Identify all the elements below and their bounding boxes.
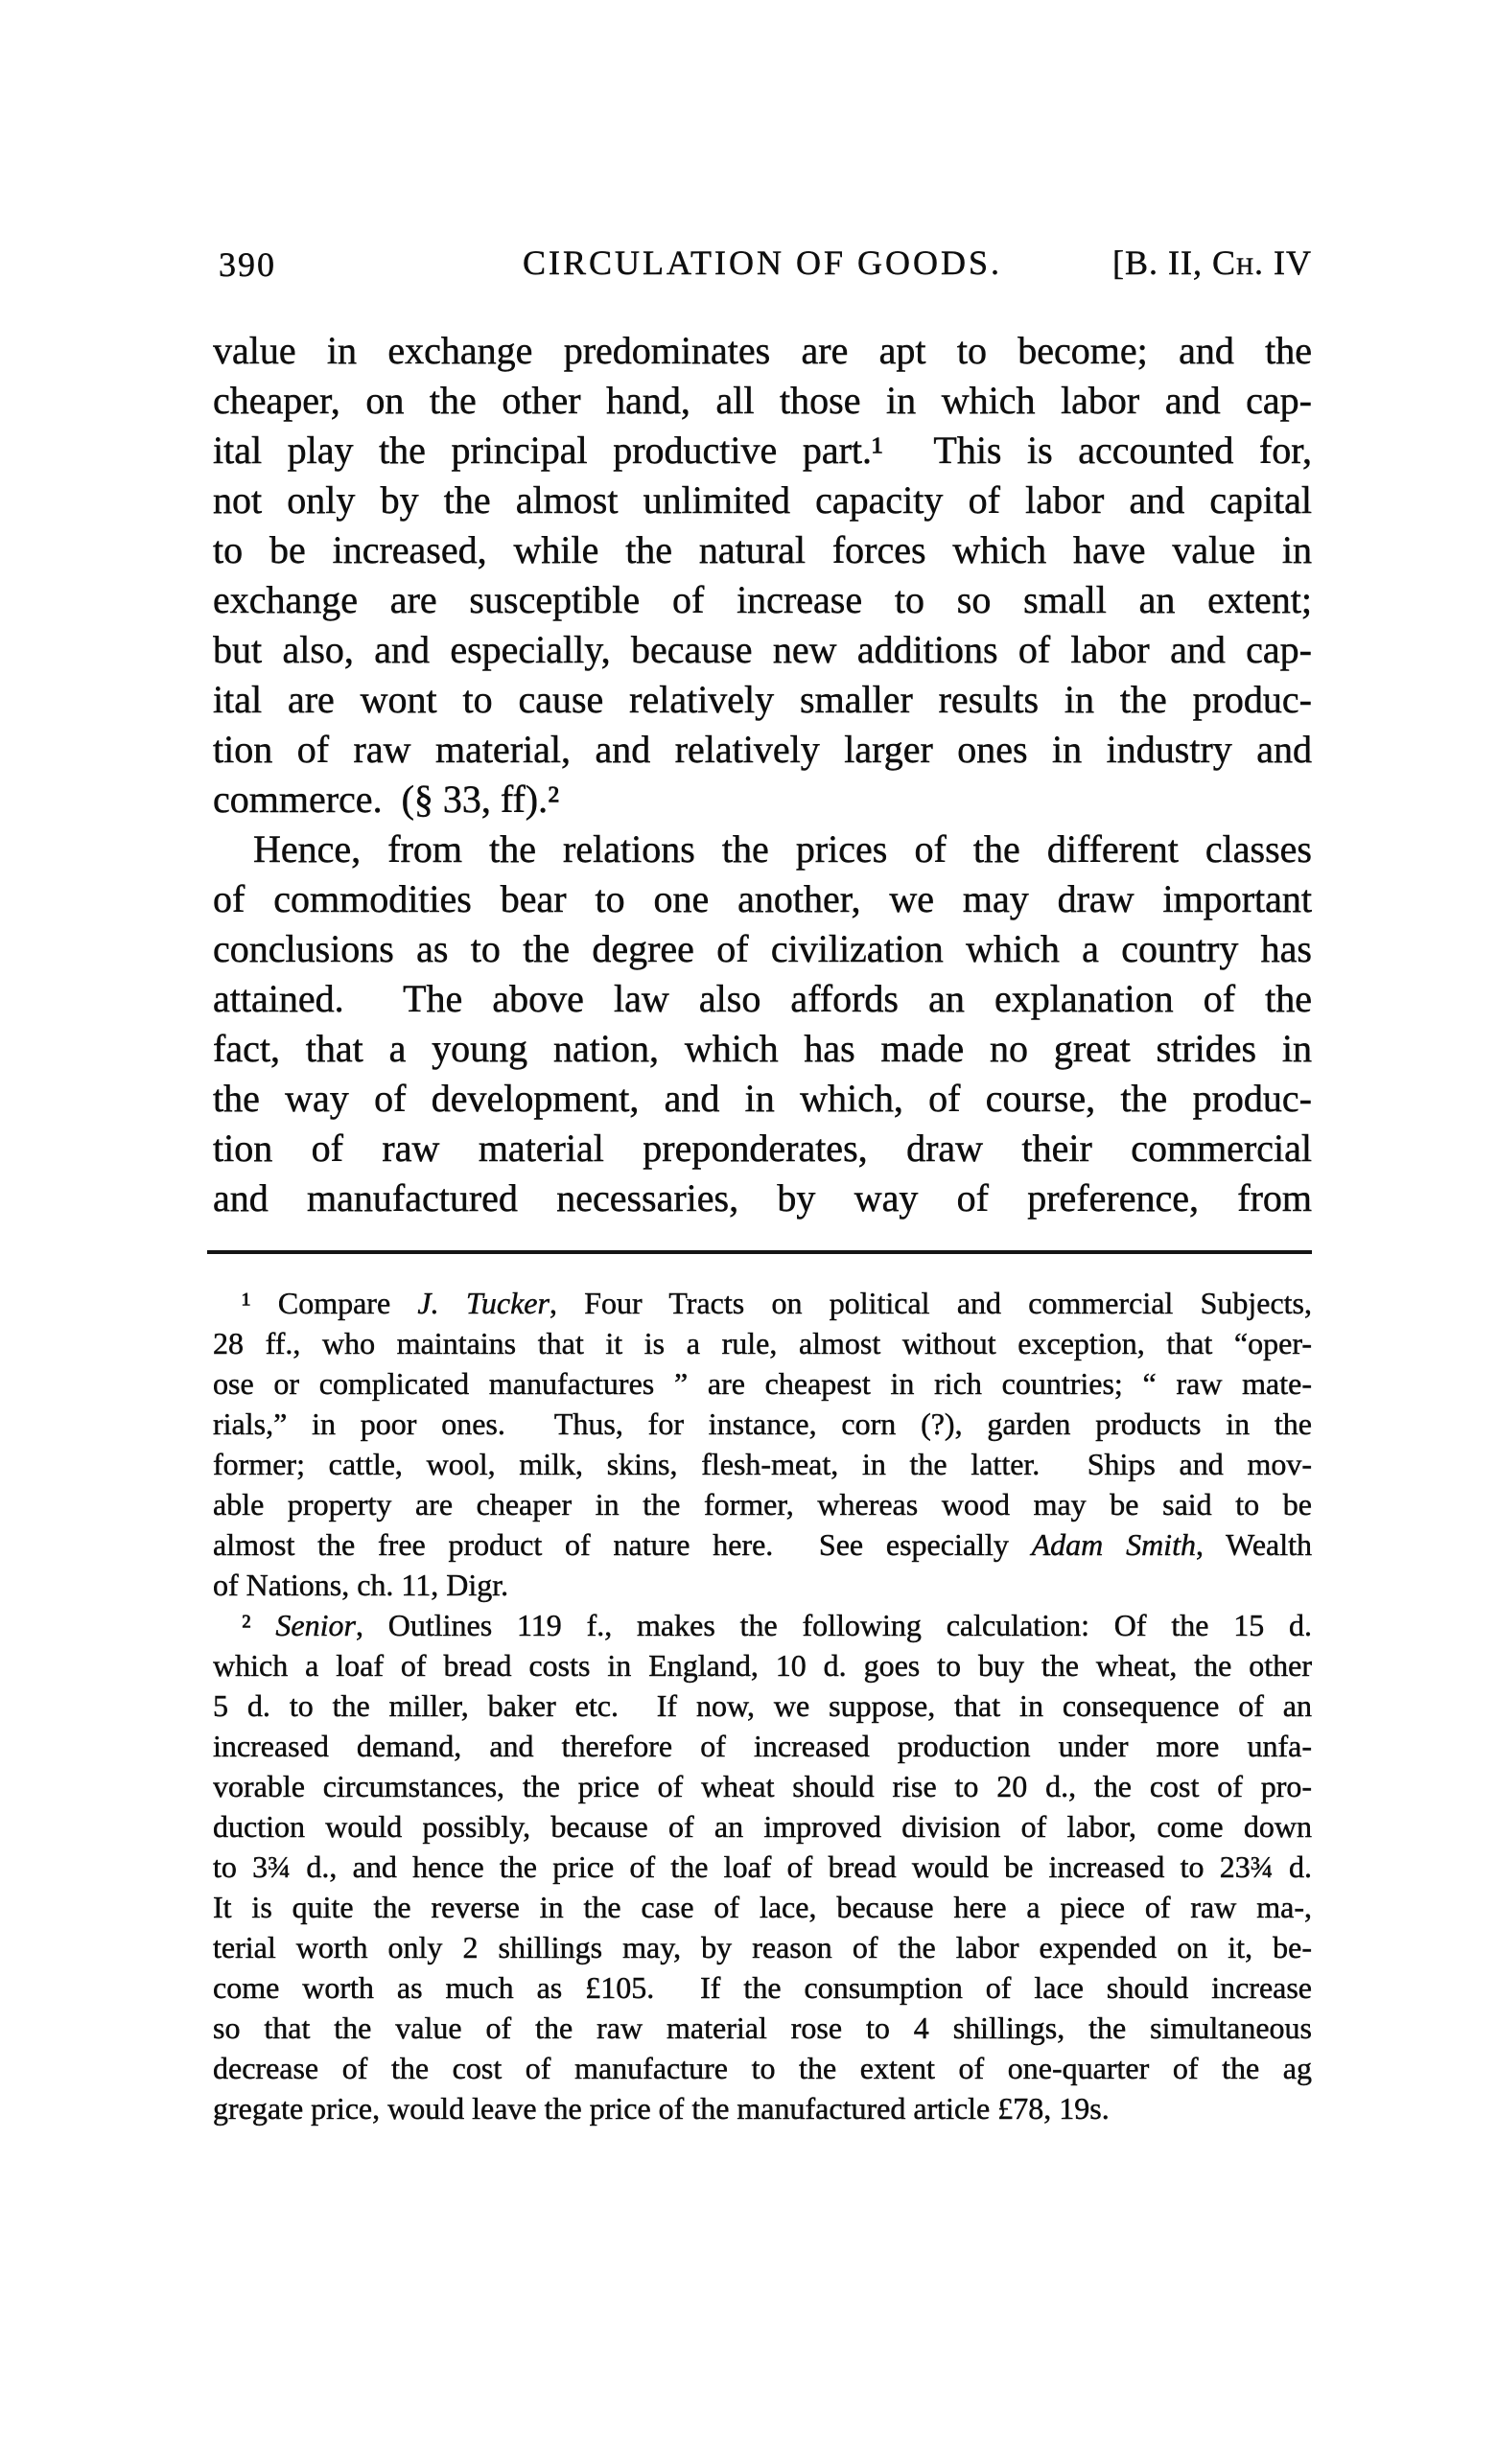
text-line: tion of raw material, and relatively larger ones in industry and bbox=[213, 728, 1312, 771]
text-line: ital are wont to cause relatively smaller results in the produc- bbox=[213, 678, 1312, 721]
text-line: the way of development, and in which, of course, the produc- bbox=[213, 1077, 1312, 1120]
footnote-line: decrease of the cost of manufacture to the extent of one-quarter of the ag bbox=[213, 2051, 1312, 2085]
footnote-text: , Wealth bbox=[1195, 1527, 1312, 1562]
footnote-line: so that the value of the raw material rose to 4 shillings, the simultaneous bbox=[213, 2011, 1312, 2045]
text-line: commerce. (§ 33, ff).² bbox=[213, 778, 560, 821]
footnote-separator-rule bbox=[207, 1250, 1312, 1254]
footnote-line: of Nations, ch. 11, Digr. bbox=[213, 1568, 509, 1602]
text-line: cheaper, on the other hand, all those in which labor and cap- bbox=[213, 379, 1312, 422]
text-line: ital play the principal productive part.¹ This is accounted for, bbox=[213, 429, 1312, 472]
footnote-text: , Four Tracts on political and commercial Subjects, bbox=[549, 1286, 1312, 1320]
footnote-1 bbox=[213, 1283, 1312, 1605]
page-number: 390 bbox=[219, 245, 276, 284]
footnote-marker: ¹ Compare bbox=[242, 1286, 418, 1320]
footnote-line: gregate price, would leave the price of the manufactured article £78, 19s. bbox=[213, 2091, 1110, 2126]
text-line: attained. The above law also affords an explanation of the bbox=[213, 977, 1312, 1020]
body-paragraph-2 bbox=[213, 825, 1312, 1223]
footnote-text: almost the free product of nature here. See especially bbox=[213, 1527, 1032, 1562]
footnote-line: 28 ff., who maintains that it is a rule, almost without exception, that “oper- bbox=[213, 1326, 1312, 1360]
author-name: Senior bbox=[275, 1608, 356, 1642]
text-line: and manufactured necessaries, by way of preference, from bbox=[213, 1176, 1312, 1220]
author-name: Adam Smith bbox=[1031, 1527, 1196, 1562]
footnote-line: duction would possibly, because of an improved division of labor, come down bbox=[213, 1809, 1312, 1844]
footnote-marker: ² bbox=[242, 1608, 276, 1642]
text-line: Hence, from the relations the prices of the different classes bbox=[253, 827, 1312, 871]
running-header bbox=[213, 242, 1312, 284]
footnote-line: former; cattle, wool, milk, skins, flesh-meat, in the latter. Ships and mov- bbox=[213, 1447, 1312, 1481]
chapter-reference: [B. II, Ch. IV bbox=[1111, 244, 1312, 282]
footnote-line: terial worth only 2 shillings may, by reason of the labor expended on it, be- bbox=[213, 1930, 1312, 1964]
text-line: tion of raw material preponderates, draw their commercial bbox=[213, 1127, 1312, 1170]
running-title: CIRCULATION OF GOODS. bbox=[522, 244, 1003, 282]
footnote-line: able property are cheaper in the former, whereas wood may be said to be bbox=[213, 1487, 1312, 1522]
footnote-line: increased demand, and therefore of increased production under more unfa- bbox=[213, 1729, 1312, 1763]
text-line: exchange are susceptible of increase to so small an extent; bbox=[213, 578, 1312, 621]
text-line: value in exchange predominates are apt to become; and the bbox=[213, 329, 1312, 372]
text-line: conclusions as to the degree of civilization which a country has bbox=[213, 927, 1312, 970]
footnote-line: 5 d. to the miller, baker etc. If now, we suppose, that in consequence of an bbox=[213, 1688, 1312, 1723]
text-line: but also, and especially, because new additions of labor and cap- bbox=[213, 628, 1312, 671]
footnote-line: It is quite the reverse in the case of lace, because here a piece of raw ma-, bbox=[213, 1890, 1312, 1924]
text-line: not only by the almost unlimited capacity of labor and capital bbox=[213, 478, 1312, 522]
text-line: of commodities bear to one another, we may draw important bbox=[213, 877, 1312, 920]
footnote-2 bbox=[213, 1605, 1312, 2128]
body-paragraph-1 bbox=[213, 326, 1312, 825]
author-name: J. Tucker bbox=[417, 1286, 550, 1320]
footnote-line bbox=[213, 1605, 1312, 1645]
footnote-line bbox=[213, 1524, 1312, 1565]
footnote-line: come worth as much as £105. If the consumption of lace should increase bbox=[213, 1970, 1312, 2005]
text-line: to be increased, while the natural forces which have value in bbox=[213, 528, 1312, 571]
text-line: fact, that a young nation, which has made no great strides in bbox=[213, 1027, 1312, 1070]
footnote-line: rials,” in poor ones. Thus, for instance, corn (?), garden products in the bbox=[213, 1406, 1312, 1441]
text-column bbox=[213, 242, 1312, 2128]
footnote-text: , Outlines 119 f., makes the following calculation: Of the 15 d. bbox=[355, 1608, 1312, 1642]
footnote-line: vorable circumstances, the price of wheat should rise to 20 d., the cost of pro- bbox=[213, 1769, 1312, 1803]
footnote-line bbox=[213, 1283, 1312, 1323]
footnote-line: ose or complicated manufactures ” are cheapest in rich countries; “ raw mate- bbox=[213, 1366, 1312, 1401]
footnote-line: to 3¾ d., and hence the price of the loaf of bread would be increased to 23¾ d. bbox=[213, 1849, 1312, 1884]
footnote-line: which a loaf of bread costs in England, 10 d. goes to buy the wheat, the other bbox=[213, 1648, 1312, 1683]
